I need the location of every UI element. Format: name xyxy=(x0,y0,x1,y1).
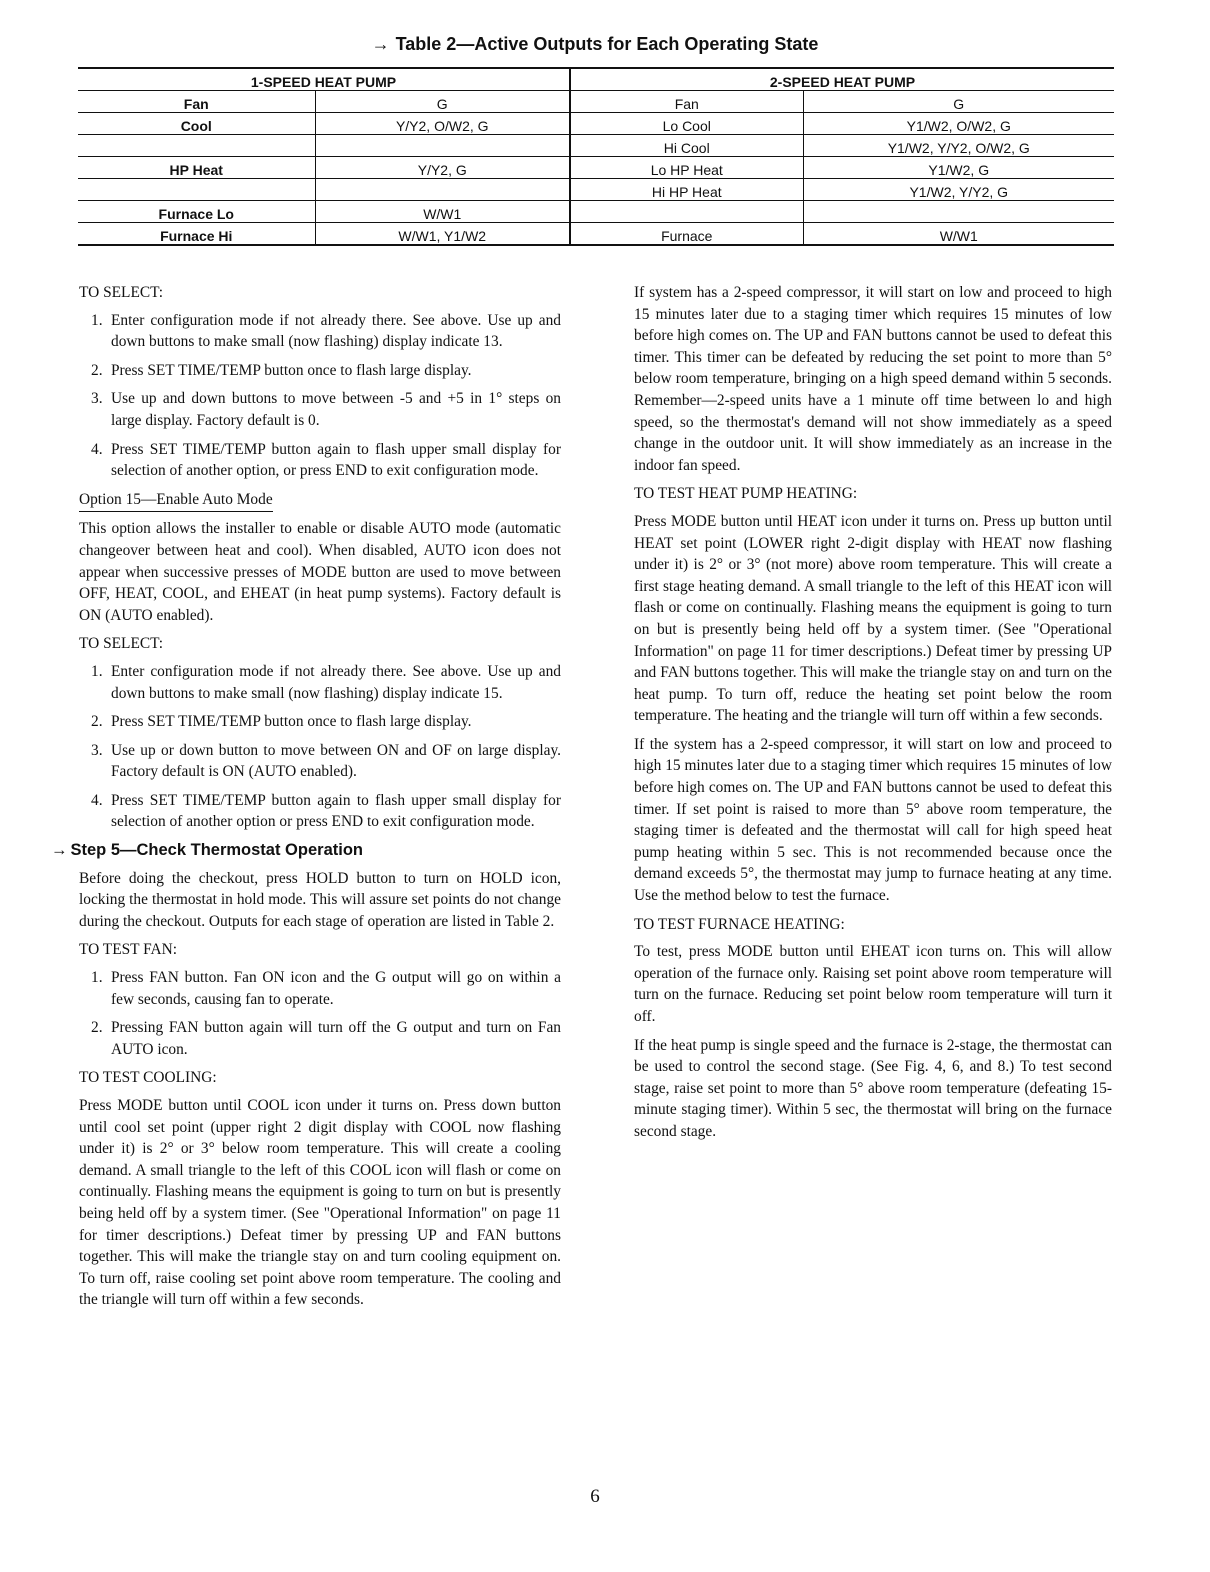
table-cell: W/W1, Y1/W2 xyxy=(315,223,570,246)
table-cell: Furnace xyxy=(570,223,803,246)
table-cell: Fan xyxy=(78,91,315,113)
table-cell: Y/Y2, G xyxy=(315,157,570,179)
right-column xyxy=(634,282,1112,1150)
list-item: 3. Use up and down buttons to move between -5 and +5 in 1° steps on large display. Factory default is 0. xyxy=(91,390,561,429)
revision-arrow-icon: → xyxy=(371,34,390,54)
list-item: 1. Enter configuration mode if not already there. See above. Use up and down buttons to make small (now flashing) display indicate 15. xyxy=(91,662,561,702)
list-item-text: Press SET TIME/TEMP button once to flash large display. xyxy=(111,713,472,731)
table-cell: Y1/W2, O/W2, G xyxy=(803,113,1114,135)
table-cell xyxy=(78,135,315,157)
table-cell: Y1/W2, Y/Y2, O/W2, G xyxy=(803,135,1114,157)
table-row xyxy=(78,157,1114,179)
table-row xyxy=(78,201,1114,223)
table-header-row xyxy=(78,68,1114,91)
test-furnace-heading: TO TEST FURNACE HEATING: xyxy=(634,915,845,933)
table-cell: W/W1 xyxy=(315,201,570,223)
table-cell: Y1/W2, Y/Y2, G xyxy=(803,179,1114,201)
table-cell: Lo Cool xyxy=(570,113,803,135)
list-item-text: Press SET TIME/TEMP button once to flash large display. xyxy=(111,361,472,379)
to-select-heading: TO SELECT: xyxy=(79,635,164,653)
list-item-text: Press FAN button. Fan ON icon and the G output will go on within a few seconds, causing fan to operate. xyxy=(111,969,561,1008)
table-cell xyxy=(570,201,803,223)
table-cell: HP Heat xyxy=(78,157,315,179)
list-item-text: Use up and down buttons to move between -5 and +5 in 1° steps on large display. Factory default is 0. xyxy=(111,390,561,429)
test-fan-heading: TO TEST FAN: xyxy=(79,941,178,959)
to-select-heading: TO SELECT: xyxy=(79,284,164,301)
select-steps-list xyxy=(79,310,561,482)
table-cell: Y/Y2, O/W2, G xyxy=(315,113,570,135)
option-15-title: Option 15—Enable Auto Mode xyxy=(79,489,273,513)
table-cell: Furnace Lo xyxy=(78,201,315,223)
list-item: 2. Pressing FAN button again will turn off the G output and turn on Fan AUTO icon. xyxy=(91,1019,561,1058)
cooling-paragraph: Press MODE button until COOL icon under it turns on. Press down button until cool set point (upper right 2 digit display with COOL now flashing under it) is 2° or 3° below room temperature. This will create a cooling demand. A small triangle to the left of this COOL icon will flash or come on continually. Flashing means the equipment is going to turn on but is presently being held off by a system timer. (See "Operational Information" on page 11 for timer descriptions.) Defeat timer by pressing UP and FAN buttons together. This will make the triangle stay on and turn cooling equipment on. To turn off, raise cooling set point above room temperature. The cooling and the triangle will turn off within a few seconds. xyxy=(79,1097,561,1309)
table-cell: Furnace Hi xyxy=(78,223,315,246)
option-15-paragraph: This option allows the installer to enable or disable AUTO mode (automatic changeover between heat and cool). When disabled, AUTO icon does not appear when successive presses of MODE button are used to move between OFF, HEAT, COOL, and EHEAT (in heat pump systems). Factory default is ON (AUTO enabled). xyxy=(79,520,561,624)
header-2-speed: 2-SPEED HEAT PUMP xyxy=(570,68,1114,91)
table-cell: G xyxy=(803,91,1114,113)
table-cell xyxy=(78,179,315,201)
table-cell: Hi Cool xyxy=(570,135,803,157)
page-number: 6 xyxy=(590,1486,600,1507)
step-5-paragraph: Before doing the checkout, press HOLD button to turn on HOLD icon, locking the thermostat in hold mode. This will assure set points do not change during the checkout. Outputs for each stage of operation are listed in Table 2. xyxy=(79,869,561,930)
furnace-paragraph: To test, press MODE button until EHEAT icon turns on. This will allow operation of the furnace only. Raising set point above room temperature will turn on the furnace. Reducing set point below room temperature will turn it off. xyxy=(634,943,1112,1025)
test-cooling-heading: TO TEST COOLING: xyxy=(79,1069,217,1087)
table-row xyxy=(78,113,1114,135)
list-item: 2. Press SET TIME/TEMP button once to flash large display. xyxy=(91,361,472,379)
step-5-title: Step 5—Check Thermostat Operation xyxy=(70,841,363,860)
table-cell: Y1/W2, G xyxy=(803,157,1114,179)
table-title: Table 2—Active Outputs for Each Operating State xyxy=(395,34,819,54)
two-speed-paragraph: If system has a 2-speed compressor, it will start on low and proceed to high 15 minutes later due to a staging timer which requires 15 minutes of low before high comes on. The UP and FAN buttons cannot be used to defeat this timer. This timer can be defeated by reducing the set point to more than 5° below room temperature, bringing on a high speed demand within 5 seconds. Remember—2-speed units have a 1 minute off time between lo and high speed, so the thermostat's demand will not show immediately as a speed change in the outdoor unit. It will show immediately as an increase in the indoor fan speed. xyxy=(634,284,1112,474)
active-outputs-table xyxy=(78,67,1114,246)
table-cell: Lo HP Heat xyxy=(570,157,803,179)
list-item: 4. Press SET TIME/TEMP button again to flash upper small display for selection of another option, or press END to exit configuration mode. xyxy=(91,440,561,480)
list-item-text: Press SET TIME/TEMP button again to flash upper small display for selection of another option, or press END to exit configuration mode. xyxy=(111,440,561,480)
select-steps-list xyxy=(79,661,561,833)
list-item: 1. Enter configuration mode if not already there. See above. Use up and down buttons to make small (now flashing) display indicate 13. xyxy=(91,311,561,351)
table-row xyxy=(78,135,1114,157)
list-item-text: Press SET TIME/TEMP button again to flash upper small display for selection of another option or press END to exit configuration mode. xyxy=(111,791,561,831)
test-heat-pump-heading: TO TEST HEAT PUMP HEATING: xyxy=(634,485,858,503)
table-cell xyxy=(803,201,1114,223)
list-item-text: Enter configuration mode if not already there. See above. Use up and down buttons to make small (now flashing) display indicate 15. xyxy=(111,662,561,702)
list-item: 4. Press SET TIME/TEMP button again to flash upper small display for selection of another option or press END to exit configuration mode. xyxy=(91,791,561,831)
table-row xyxy=(78,179,1114,201)
left-column xyxy=(51,282,561,1318)
list-item: 2. Press SET TIME/TEMP button once to flash large display. xyxy=(91,713,472,731)
list-item-text: Pressing FAN button again will turn off the G output and turn on Fan AUTO icon. xyxy=(111,1019,561,1058)
table-row xyxy=(78,91,1114,113)
table-row xyxy=(78,223,1114,246)
step-5-heading xyxy=(51,840,561,862)
table-cell: Fan xyxy=(570,91,803,113)
table-caption xyxy=(0,34,1190,55)
second-stage-paragraph: If the heat pump is single speed and the furnace is 2-stage, the thermostat can be used to control the second stage. (See Fig. 4, 6, and 8.) To test second stage, raise set point to more than 5° above room temperature (defeating 15-minute staging timer). Within 5 sec, the thermostat will bring on the furnace second stage. xyxy=(634,1036,1112,1140)
revision-arrow-icon: → xyxy=(51,841,68,860)
header-1-speed: 1-SPEED HEAT PUMP xyxy=(78,68,570,91)
table-cell xyxy=(315,135,570,157)
table-cell: W/W1 xyxy=(803,223,1114,246)
heat-pump-paragraph: Press MODE button until HEAT icon under it turns on. Press up button until HEAT set point (LOWER right 2-digit display with HEAT now flashing under it) is 2° or 3° (not more) above room temperature. This will create a first stage heating demand. A small triangle to the left of this HEAT icon will flash or come on continually. Flashing means the equipment is going to turn on but is presently being held off by a system timer. (See "Operational Information" on page 11 for timer descriptions.) Defeat timer by pressing UP and FAN buttons together. This will make the triangle stay on and turn on the heat pump. To turn off, reduce the heating set point below the room temperature. The heating and the triangle will turn off within a few seconds. xyxy=(634,512,1112,725)
two-speed-heating-paragraph: If the system has a 2-speed compressor, it will start on low and proceed to high 15 minutes later due to a staging timer which requires 15 minutes of low before high comes on. The UP and FAN buttons cannot be used to defeat this timer. If set point is raised to more than 5° above room temperature, the staging timer is defeated and the thermostat will call for high speed heat pump heating within 5 sec. This is not recommended because once the demand exceeds 5°, the thermostat may jump to furnace heating at any time. Use the method below to test the furnace. xyxy=(634,735,1112,905)
table-cell: Hi HP Heat xyxy=(570,179,803,201)
list-item: 1. Press FAN button. Fan ON icon and the G output will go on within a few seconds, causing fan to operate. xyxy=(91,969,561,1008)
list-item-text: Enter configuration mode if not already there. See above. Use up and down buttons to make small (now flashing) display indicate 13. xyxy=(111,311,561,351)
fan-steps-list xyxy=(79,967,561,1060)
table-cell: Cool xyxy=(78,113,315,135)
list-item: 3. Use up or down button to move between ON and OF on large display. Factory default is ON (AUTO enabled). xyxy=(91,741,561,781)
table-cell xyxy=(315,179,570,201)
list-item-text: Use up or down button to move between ON and OF on large display. Factory default is ON (AUTO enabled). xyxy=(111,741,561,781)
table-cell: G xyxy=(315,91,570,113)
